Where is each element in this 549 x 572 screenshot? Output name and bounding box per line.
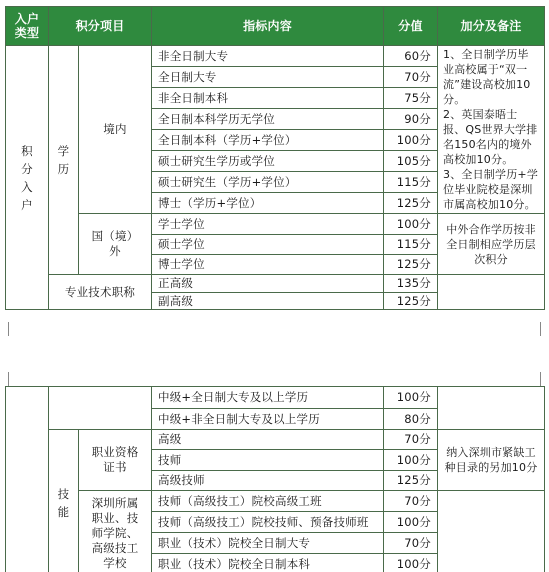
empty-note-cell bbox=[437, 490, 545, 572]
category-points-settle: 积 分 入 户 bbox=[5, 45, 49, 310]
content-cell: 副高级 bbox=[151, 292, 384, 310]
score-cell: 105分 bbox=[383, 150, 438, 172]
score-cell: 135分 bbox=[383, 274, 438, 293]
content-cell: 全日制本科学历无学位 bbox=[151, 108, 384, 130]
content-cell: 技师（高级技工）院校高级工班 bbox=[151, 490, 384, 512]
item-overseas: 国（境） 外 bbox=[78, 213, 152, 275]
empty-note-cell bbox=[437, 274, 545, 310]
page-corner-mark bbox=[0, 372, 9, 386]
content-cell: 硕士研究生学历或学位 bbox=[151, 150, 384, 172]
content-cell: 博士（学历+学位） bbox=[151, 192, 384, 214]
content-cell: 博士学位 bbox=[151, 254, 384, 275]
score-cell: 100分 bbox=[383, 553, 438, 572]
score-cell: 70分 bbox=[383, 66, 438, 88]
score-cell: 125分 bbox=[383, 470, 438, 491]
score-cell: 115分 bbox=[383, 171, 438, 193]
score-cell: 75分 bbox=[383, 87, 438, 109]
content-cell: 学士学位 bbox=[151, 213, 384, 235]
header-score: 分值 bbox=[383, 6, 438, 46]
content-cell: 技师 bbox=[151, 449, 384, 471]
empty-note-cell bbox=[437, 386, 545, 430]
shortage-bonus-note: 纳入深圳市紧缺工种目录的另加10分 bbox=[437, 429, 545, 491]
item-vocational-certificate: 职业资格 证书 bbox=[78, 429, 152, 491]
content-cell: 非全日制大专 bbox=[151, 45, 384, 67]
points-table-part1 bbox=[5, 6, 545, 310]
page-corner-mark bbox=[540, 372, 549, 386]
score-cell: 70分 bbox=[383, 490, 438, 512]
content-cell: 职业（技术）院校全日制本科 bbox=[151, 553, 384, 572]
header-content: 指标内容 bbox=[151, 6, 384, 46]
score-cell: 100分 bbox=[383, 386, 438, 409]
overseas-note: 中外合作学历按非全日制相应学历层次积分 bbox=[437, 213, 545, 275]
score-cell: 115分 bbox=[383, 234, 438, 255]
score-cell: 70分 bbox=[383, 532, 438, 554]
score-cell: 125分 bbox=[383, 292, 438, 310]
score-cell: 125分 bbox=[383, 192, 438, 214]
content-cell: 非全日制本科 bbox=[151, 87, 384, 109]
score-cell: 70分 bbox=[383, 429, 438, 450]
item-education: 学 历 bbox=[48, 45, 79, 275]
item-professional-title: 专业技术职称 bbox=[48, 274, 152, 310]
score-cell: 60分 bbox=[383, 45, 438, 67]
score-cell: 100分 bbox=[383, 129, 438, 151]
content-cell: 硕士研究生（学历+学位） bbox=[151, 171, 384, 193]
header-item: 积分项目 bbox=[48, 6, 152, 46]
score-cell: 80分 bbox=[383, 408, 438, 430]
content-cell: 高级技师 bbox=[151, 470, 384, 491]
header-type: 入户 类型 bbox=[5, 6, 49, 46]
score-cell: 125分 bbox=[383, 254, 438, 275]
score-cell: 90分 bbox=[383, 108, 438, 130]
item-domestic: 境内 bbox=[78, 45, 152, 214]
page-corner-mark bbox=[540, 322, 549, 336]
content-cell: 高级 bbox=[151, 429, 384, 450]
content-cell: 全日制本科（学历+学位） bbox=[151, 129, 384, 151]
content-cell: 中级+非全日制大专及以上学历 bbox=[151, 408, 384, 430]
item-continued bbox=[48, 386, 152, 430]
content-cell: 中级+全日制大专及以上学历 bbox=[151, 386, 384, 409]
domestic-bonus-note: 1、全日制学历毕业高校属于“双一流”建设高校加10分。 2、英国泰晤士报、QS世界大学排名150名内的境外高校加10分。 3、全日制学历+学位毕业院校是深圳市属高校加10分。 bbox=[437, 45, 545, 214]
content-cell: 全日制大专 bbox=[151, 66, 384, 88]
content-cell: 技师（高级技工）院校技师、预备技师班 bbox=[151, 511, 384, 533]
category-continued bbox=[5, 386, 49, 572]
score-cell: 100分 bbox=[383, 213, 438, 235]
page-corner-mark bbox=[0, 322, 9, 336]
content-cell: 职业（技术）院校全日制大专 bbox=[151, 532, 384, 554]
item-skills: 技 能 bbox=[48, 429, 79, 572]
header-notes: 加分及备注 bbox=[437, 6, 545, 46]
score-cell: 100分 bbox=[383, 449, 438, 471]
content-cell: 硕士学位 bbox=[151, 234, 384, 255]
item-shenzhen-schools: 深圳所属 职业、技 师学院、 高级技工 学校 bbox=[78, 490, 152, 572]
content-cell: 正高级 bbox=[151, 274, 384, 293]
points-table-part2 bbox=[5, 386, 545, 572]
score-cell: 100分 bbox=[383, 511, 438, 533]
